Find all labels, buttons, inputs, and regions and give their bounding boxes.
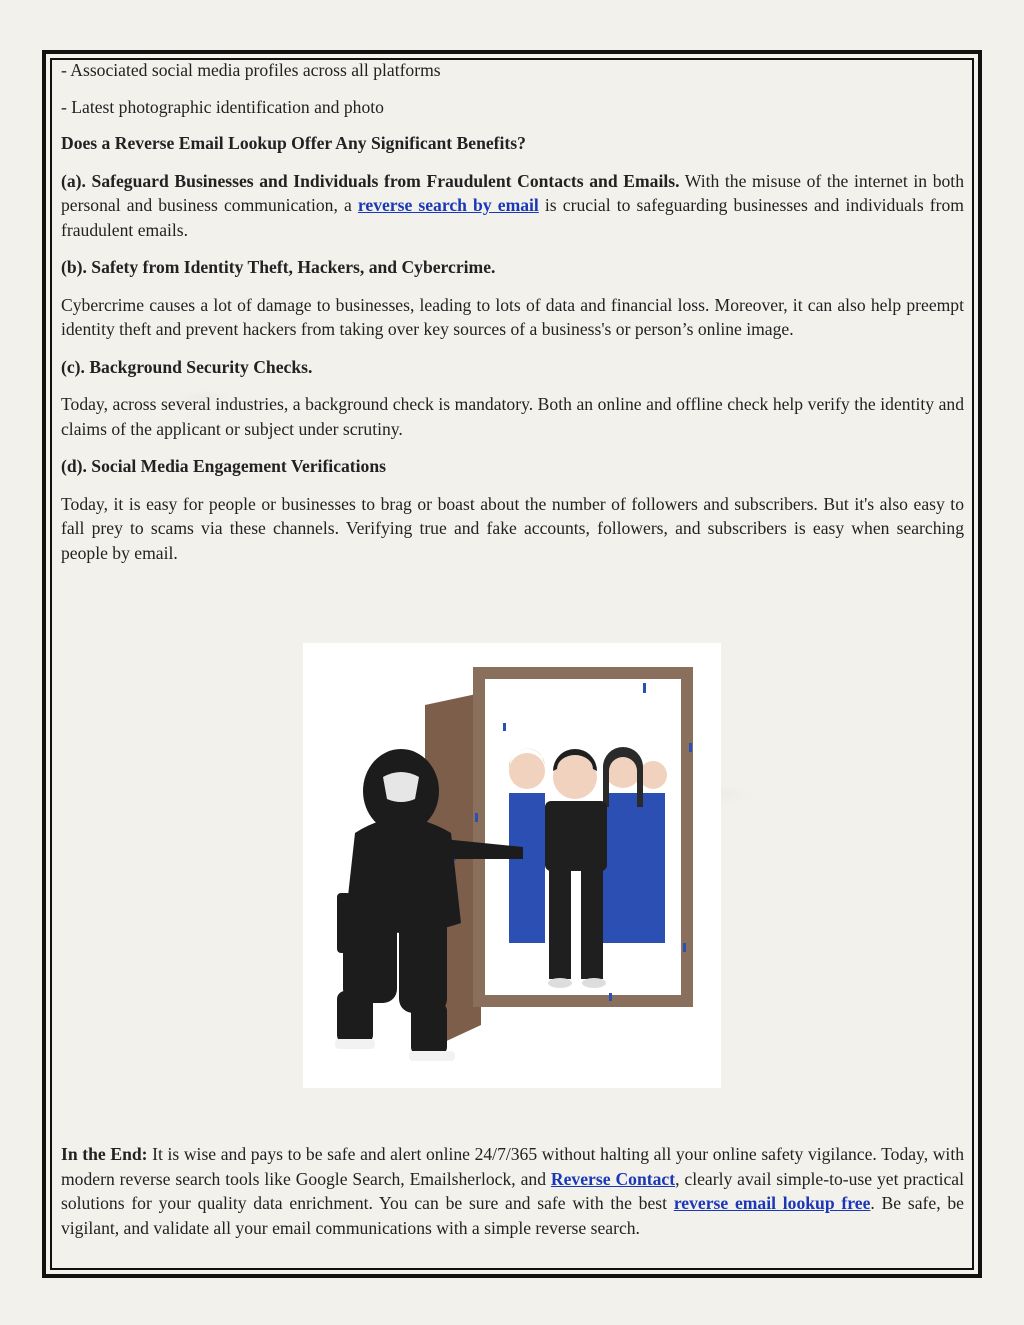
- section-d-text: Today, it is easy for people or businesses to brag or boast about the number of followers and subscribers. But it's also easy to fall prey to scams via these channels. Verifying true and fake accounts, followers, and subscribers is easy when searching people by email.: [61, 493, 964, 563]
- benefits-heading: Does a Reverse Email Lookup Offer Any Significant Benefits?: [61, 133, 526, 153]
- section-b-text: Cybercrime causes a lot of damage to businesses, leading to lots of data and financial loss. Moreover, it can also help preempt identity theft and prevent hackers from taking over key sources of a business's or person’s online image.: [61, 294, 964, 339]
- reverse-contact-link[interactable]: Reverse Contact: [550, 1168, 676, 1189]
- hacker-door-illustration: [303, 643, 721, 1088]
- conclusion-paragraph: [61, 1142, 964, 1240]
- section-c-title: (c). Background Security Checks.: [61, 356, 313, 377]
- reverse-search-by-email-link[interactable]: reverse search by email: [357, 195, 539, 215]
- conclusion-text-3: . Be safe, be vigilant, and validate all your email communications with a simple reverse search.: [61, 1193, 964, 1238]
- section-a-title: (a). Safeguard Businesses and Individuals from Fraudulent Contacts and Emails.: [61, 170, 680, 191]
- reverse-email-lookup-free-link[interactable]: reverse email lookup free: [673, 1193, 871, 1213]
- article-body: [61, 58, 964, 578]
- conclusion-text-1: It is wise and pays to be safe and alert online 24/7/365 without halting all your online safety vigilance. Today, with modern reverse search tools like Google Search, Emailsherlock, and: [61, 1144, 965, 1189]
- section-d-title: (d). Social Media Engagement Verifications: [61, 456, 386, 476]
- section-a-text-before: With the misuse of the internet in both personal and business communication, a: [61, 170, 964, 215]
- section-c-text: Today, across several industries, a background check is mandatory. Both an online and offline check help verify the identity and claims of the applicant or subject under scrutiny.: [61, 394, 964, 439]
- list-item-social-profiles: - Associated social media profiles across all platforms: [61, 60, 441, 80]
- section-b-title: (b). Safety from Identity Theft, Hackers, and Cybercrime.: [61, 257, 496, 277]
- section-a-paragraph: [61, 169, 964, 243]
- list-item-photo-id: - Latest photographic identification and photo: [61, 96, 384, 117]
- section-a-text-after: is crucial to safeguarding businesses and individuals from fraudulent emails.: [61, 195, 964, 240]
- conclusion-text-2: , clearly avail simple-to-use yet practical solutions for your quality data enrichment. You can be sure and safe with the best: [61, 1168, 964, 1213]
- conclusion-label: In the End:: [61, 1144, 148, 1164]
